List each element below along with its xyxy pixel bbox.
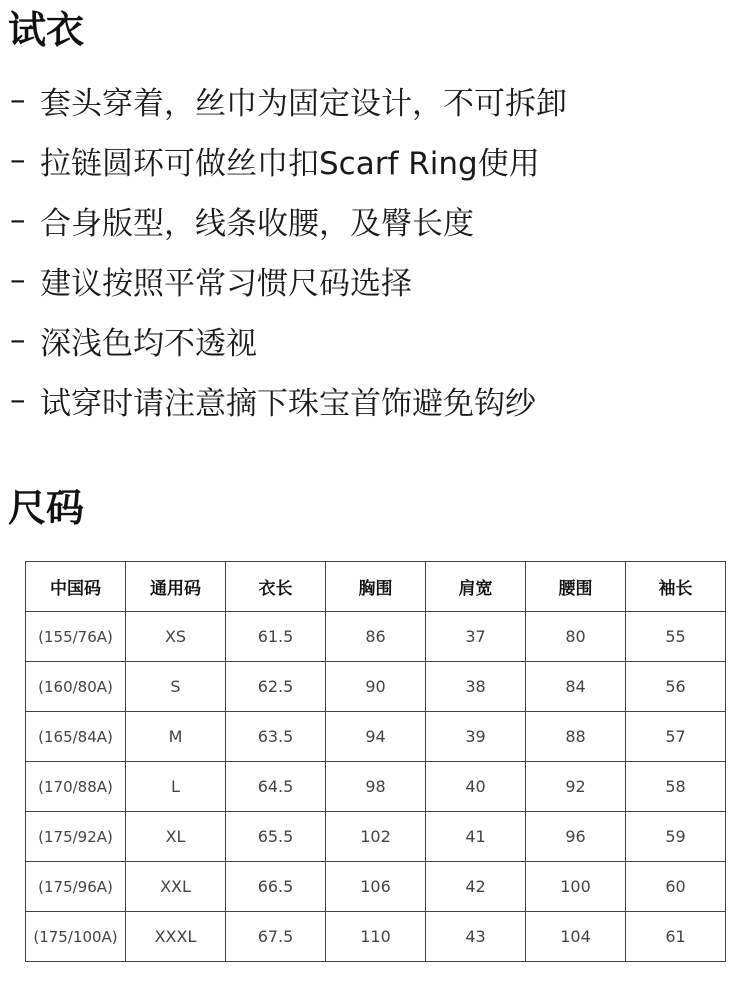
cell-china-size: (175/92A): [26, 812, 126, 862]
table-row: [26, 712, 726, 762]
list-item: [10, 130, 567, 190]
table-row: [26, 662, 726, 712]
cell-length: 66.5: [226, 862, 326, 912]
dash-bullet: –: [10, 382, 26, 418]
cell-chest: 90: [326, 662, 426, 712]
fit-note-text: 合身版型，线条收腰，及臀长度: [40, 205, 474, 242]
fit-note-text: 拉链圆环可做丝巾扣Scarf Ring使用: [40, 145, 540, 182]
size-chart-table: [25, 561, 726, 962]
cell-shoulder: 43: [426, 912, 526, 962]
cell-chest: 110: [326, 912, 426, 962]
cell-waist: 88: [526, 712, 626, 762]
table-header-row: [26, 562, 726, 612]
cell-sleeve: 55: [626, 612, 726, 662]
cell-waist: 84: [526, 662, 626, 712]
cell-length: 63.5: [226, 712, 326, 762]
cell-chest: 102: [326, 812, 426, 862]
list-item: [10, 190, 567, 250]
cell-sleeve: 61: [626, 912, 726, 962]
cell-general-size: L: [126, 762, 226, 812]
cell-chest: 98: [326, 762, 426, 812]
cell-sleeve: 57: [626, 712, 726, 762]
cell-china-size: (160/80A): [26, 662, 126, 712]
fit-note-text: 套头穿着，丝巾为固定设计，不可拆卸: [40, 85, 567, 122]
header-waist: 腰围: [526, 562, 626, 612]
cell-waist: 104: [526, 912, 626, 962]
fit-note-text: 建议按照平常习惯尺码选择: [40, 265, 412, 302]
cell-sleeve: 60: [626, 862, 726, 912]
cell-waist: 100: [526, 862, 626, 912]
cell-china-size: (155/76A): [26, 612, 126, 662]
list-item: [10, 70, 567, 130]
table-row: [26, 912, 726, 962]
cell-waist: 80: [526, 612, 626, 662]
cell-general-size: XS: [126, 612, 226, 662]
table-row: [26, 612, 726, 662]
dash-bullet: –: [10, 262, 26, 298]
fit-note-text: 深浅色均不透视: [40, 325, 257, 362]
header-sleeve: 袖长: [626, 562, 726, 612]
cell-chest: 106: [326, 862, 426, 912]
list-item: [10, 370, 567, 430]
cell-shoulder: 41: [426, 812, 526, 862]
cell-waist: 96: [526, 812, 626, 862]
list-item: [10, 310, 567, 370]
table-row: [26, 762, 726, 812]
dash-bullet: –: [10, 202, 26, 238]
cell-sleeve: 59: [626, 812, 726, 862]
fit-notes-list: [10, 70, 567, 430]
header-chest: 胸围: [326, 562, 426, 612]
cell-length: 67.5: [226, 912, 326, 962]
cell-sleeve: 56: [626, 662, 726, 712]
list-item: [10, 250, 567, 310]
cell-china-size: (170/88A): [26, 762, 126, 812]
cell-shoulder: 37: [426, 612, 526, 662]
cell-chest: 86: [326, 612, 426, 662]
cell-length: 65.5: [226, 812, 326, 862]
header-china-size: 中国码: [26, 562, 126, 612]
cell-waist: 92: [526, 762, 626, 812]
cell-chest: 94: [326, 712, 426, 762]
cell-shoulder: 42: [426, 862, 526, 912]
size-section-title: 尺码: [8, 486, 85, 530]
table-row: [26, 862, 726, 912]
cell-length: 62.5: [226, 662, 326, 712]
cell-general-size: XL: [126, 812, 226, 862]
cell-length: 64.5: [226, 762, 326, 812]
cell-shoulder: 40: [426, 762, 526, 812]
dash-bullet: –: [10, 322, 26, 358]
cell-general-size: XXXL: [126, 912, 226, 962]
cell-sleeve: 58: [626, 762, 726, 812]
cell-general-size: XXL: [126, 862, 226, 912]
cell-shoulder: 38: [426, 662, 526, 712]
dash-bullet: –: [10, 82, 26, 118]
cell-china-size: (175/100A): [26, 912, 126, 962]
cell-length: 61.5: [226, 612, 326, 662]
header-shoulder: 肩宽: [426, 562, 526, 612]
cell-shoulder: 39: [426, 712, 526, 762]
dash-bullet: –: [10, 142, 26, 178]
cell-general-size: M: [126, 712, 226, 762]
table-row: [26, 812, 726, 862]
cell-china-size: (175/96A): [26, 862, 126, 912]
header-general-size: 通用码: [126, 562, 226, 612]
cell-china-size: (165/84A): [26, 712, 126, 762]
cell-general-size: S: [126, 662, 226, 712]
fit-section-title: 试衣: [8, 8, 85, 52]
fit-note-text: 试穿时请注意摘下珠宝首饰避免钩纱: [40, 385, 536, 422]
header-length: 衣长: [226, 562, 326, 612]
